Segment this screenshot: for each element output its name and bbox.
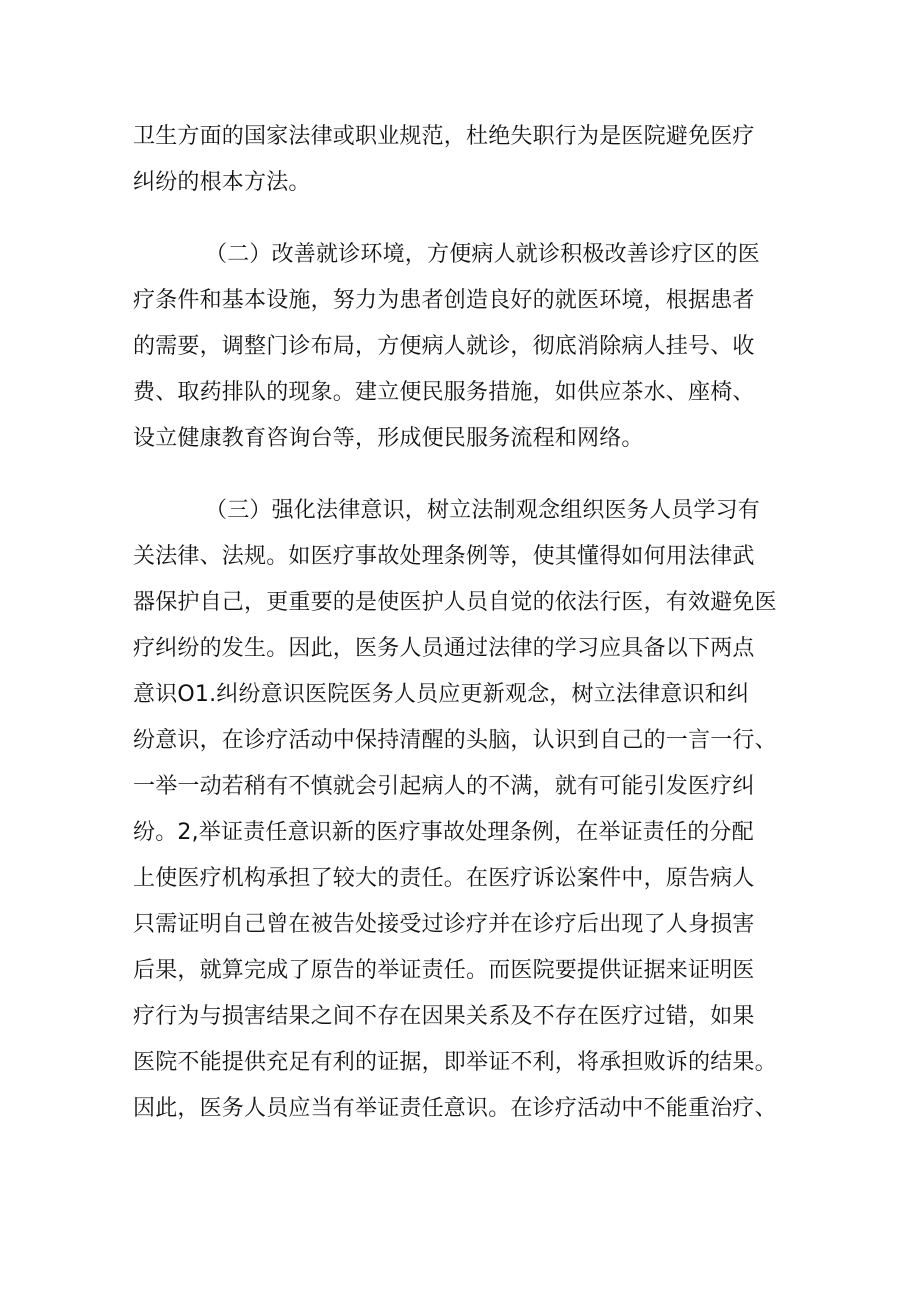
paragraph-2 xyxy=(133,232,813,462)
text-line: 后果，就算完成了原告的举证责任。而医院要提供证据来证明医 xyxy=(133,958,755,983)
text-line: （二）改善就诊环境，方便病人就诊积极改善诊疗区的医 xyxy=(205,242,761,267)
text-line: 纷。2,举证责任意识新的医疗事故处理条例，在举证责任的分配 xyxy=(133,820,754,845)
text-line: 一举一动若稍有不慎就会引起病人的不满，就有可能引发医疗纠 xyxy=(133,774,755,799)
text-line: 纷意识，在诊疗活动中保持清醒的头脑，认识到自己的一言一行、 xyxy=(133,728,777,753)
text-line: 卫生方面的国家法律或职业规范，杜绝失职行为是医院避免医疗 xyxy=(133,124,755,149)
text-line: 上使医疗机构承担了较大的责任。在医疗诉讼案件中，原告病人 xyxy=(133,866,755,891)
text-line: 疗条件和基本设施，努力为患者创造良好的就医环境，根据患者 xyxy=(133,288,755,313)
text-line: 费、取药排队的现象。建立便民服务措施，如供应茶水、座椅、 xyxy=(133,380,755,405)
text-line: 器保护自己，更重要的是使医护人员自觉的依法行医，有效避免医 xyxy=(133,590,777,615)
paragraph-3 xyxy=(133,488,813,1132)
text-line: 医院不能提供充足有利的证据，即举证不利，将承担败诉的结果。 xyxy=(133,1050,777,1075)
text-line: 纠纷的根本方法。 xyxy=(133,170,311,195)
text-line: 只需证明自己曾在被告处接受过诊疗并在诊疗后出现了人身损害 xyxy=(133,912,755,937)
text-line: 疗行为与损害结果之间不存在因果关系及不存在医疗过错，如果 xyxy=(133,1004,755,1029)
text-line: 因此，医务人员应当有举证责任意识。在诊疗活动中不能重治疗、 xyxy=(133,1096,777,1121)
text-line: 疗纠纷的发生。因此，医务人员通过法律的学习应具备以下两点 xyxy=(133,636,755,661)
text-line: （三）强化法律意识，树立法制观念组织医务人员学习有 xyxy=(205,498,761,523)
text-line: 意识O1.纠纷意识医院医务人员应更新观念，树立法律意识和纠 xyxy=(133,682,750,707)
text-line: 关法律、法规。如医疗事故处理条例等，使其懂得如何用法律武 xyxy=(133,544,755,569)
text-line: 的需要，调整门诊布局，方便病人就诊，彻底消除病人挂号、收 xyxy=(133,334,755,359)
paragraph-1 xyxy=(133,114,813,206)
text-line: 设立健康教育咨询台等，形成便民服务流程和网络。 xyxy=(133,426,644,451)
